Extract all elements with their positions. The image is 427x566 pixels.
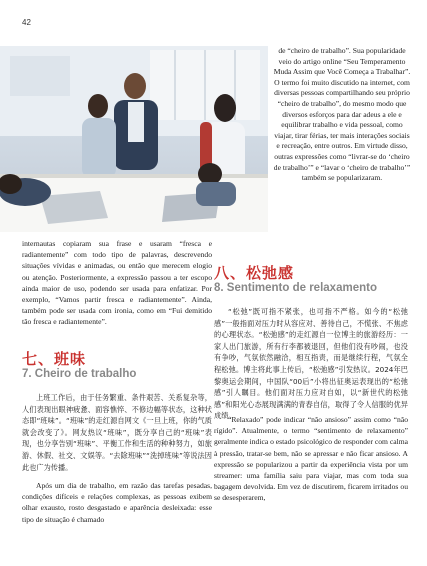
wrap-text-column (272, 46, 412, 184)
section7-title-cn: 七、班味 (22, 350, 87, 368)
section8-title-pt: 8. Sentimento de relaxamento (214, 282, 377, 294)
left-intro (22, 238, 212, 328)
section7-pt-text: Após um dia de trabalho, em razão das tarefas pesadas, condições difíceis e relações complexas, as pessoas exibem olhar exausto, rosto desgastado e aparência desleixada: esse tipo de situação é chamado (22, 481, 212, 524)
section7-cn-text: 上班工作后，由于任务繁重、条件艰苦、关系复杂等，人们表现出眼神疲惫、面容憔悴、不修边幅等状态，这种状态即“班味”。“班味”的走红源自网文《一旦上班，你的气质就会改变了》。网友热议“班味”，既分享自己的“班味”表现，也分享告别“班味”、平衡工作和生活的种种努力，如旅游、休假、社交、文娱等。“去除班味”“洗掉班味”等说法因此也广为传播。 (22, 393, 212, 472)
section7-title-pt: 7. Cheiro de trabalho (22, 368, 137, 380)
page-number: 42 (22, 18, 31, 27)
section8-pt-text: “Relaxado” pode indicar “não ansioso” assim como “não rígido”. Atualmente, o termo “sentimento de relaxamento” geralmente indica o estado psicológico de responder com calma à pressão, tratar-se bem, não se apressar e não ficar ansioso. A expressão se popularizou a partir da experiência vista por um streamer: uma família saiu para viajar, mas com toda sua bagagem devolvida. Em vez de discutirem, ficarem irritados ou se desesperarem, (214, 415, 408, 503)
wrap-paragraph: de “cheiro de trabalho”. Sua popularidade veio do artigo online “Seu Temperamento Muda Assim que Você Começa a Trabalhar”. O termo foi muito discutido na internet, com diversas pessoas compartilhando seu próprio “cheiro de trabalho”, do mesmo modo que diversos esforços para dar adeus a ele e equilibrar trabalho e vida pessoal, como viajar, tirar férias, ter mais interações sociais e recreação, entre outros. Em virtude disso, outras expressões como “livrar-se do ‘cheiro de trabalho’” e “lavar o ‘cheiro de trabalho’” também se popularizaram. (273, 46, 411, 183)
section8-cn-text: “松弛”既可指不紧张，也可指不严格。如今的“松弛感”一般指面对压力时从容应对、善待自己，不慌张、不焦虑的心理状态。“松弛感”的走红源自一位博主的旅游经历：一家人出门旅游，所有行李都被退回，但他们没有吵闹，也没有争吵，气氛依然融洽，相互指责，而是继续行程，气氛全程松弛。博主将此事上传后，“松弛感”引发热议。2024年巴黎奥运会期间，中国队“00后”小将出征奥运表现出的“松弛感”引人瞩目。他们面对压力应对自如，以“新世代的松弛感”和阳光心态展现满满的青春自信，取得了令人信服的优异成绩。 (214, 307, 408, 421)
section8-title-cn: 八、松弛感 (214, 264, 295, 282)
office-workers-photo (0, 46, 268, 232)
intro-paragraph: internautas copiaram sua frase e usaram “fresca e radiantemente” com todo tipo de palavras, descrevendo situações vívidas e animadas, ou então que merecem elogio ou atenção. Posteriormente, a expressão passou a ter escopo ainda maior de uso, podendo ser usada para enfatizar. Por exemplo, “Vamos partir fresca e radiantemente”. Ainda, também pode ser usada com ironia, como em “Fui demitido tão fresca e radiantemente”. (22, 239, 212, 327)
